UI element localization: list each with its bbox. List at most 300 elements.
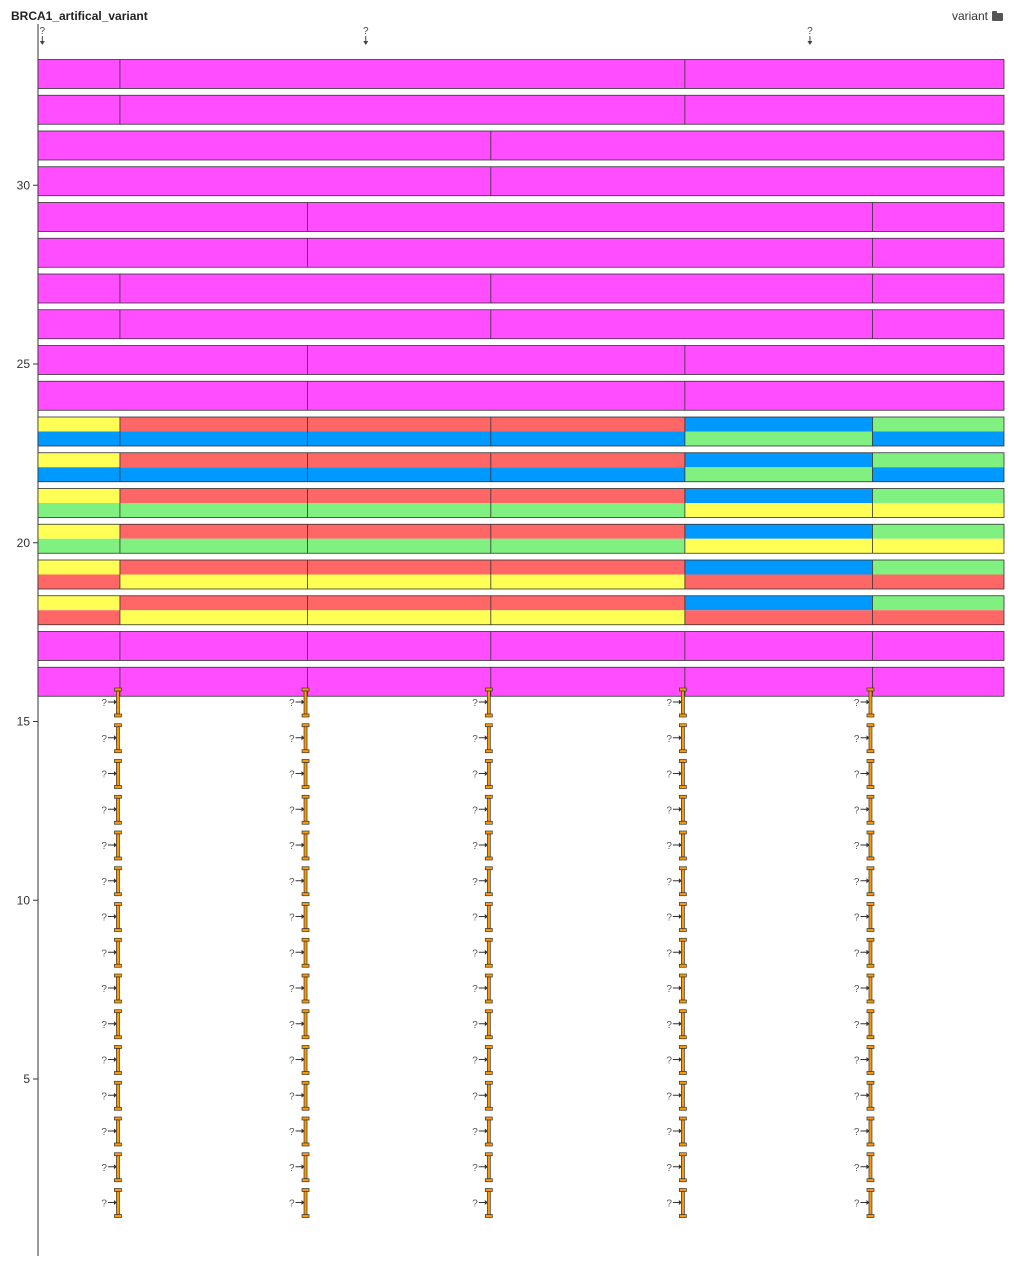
allele-bottom-red[interactable] — [38, 575, 120, 590]
allele-bottom-yellow[interactable] — [872, 539, 1004, 554]
allele-bottom-blue[interactable] — [38, 432, 120, 447]
allele-bottom-blue[interactable] — [308, 432, 491, 447]
ibeam-top[interactable] — [114, 688, 121, 691]
ibeam-stem[interactable] — [681, 1049, 684, 1072]
allele-top-red[interactable] — [491, 453, 685, 468]
allele-top-blue[interactable] — [685, 453, 873, 468]
allele-top-red[interactable] — [120, 596, 308, 611]
ibeam-bottom[interactable] — [114, 1215, 121, 1218]
ibeam-bottom[interactable] — [485, 786, 492, 789]
allele-bottom-yellow[interactable] — [872, 503, 1004, 518]
ibeam-top[interactable] — [485, 974, 492, 977]
ibeam-stem[interactable] — [116, 1192, 119, 1215]
ibeam-top[interactable] — [485, 867, 492, 870]
ibeam-stem[interactable] — [681, 834, 684, 857]
allele-bottom-green[interactable] — [685, 432, 873, 447]
ibeam-stem[interactable] — [869, 1120, 872, 1143]
ibeam-top[interactable] — [867, 1189, 874, 1192]
magenta-haplotype-bar[interactable] — [38, 381, 1004, 410]
ibeam-stem[interactable] — [487, 1084, 490, 1107]
allele-top-red[interactable] — [120, 524, 308, 539]
ibeam-top[interactable] — [867, 1081, 874, 1084]
ibeam-bottom[interactable] — [114, 750, 121, 753]
allele-bottom-blue[interactable] — [491, 467, 685, 482]
ibeam-stem[interactable] — [116, 906, 119, 929]
allele-bottom-green[interactable] — [685, 467, 873, 482]
ibeam-stem[interactable] — [681, 1192, 684, 1215]
ibeam-top[interactable] — [302, 760, 309, 763]
magenta-haplotype-bar[interactable] — [38, 238, 1004, 267]
allele-top-yellow[interactable] — [38, 489, 120, 504]
ibeam-top[interactable] — [485, 938, 492, 941]
ibeam-top[interactable] — [302, 1153, 309, 1156]
ibeam-stem[interactable] — [116, 834, 119, 857]
ibeam-stem[interactable] — [869, 763, 872, 786]
ibeam-stem[interactable] — [681, 1084, 684, 1107]
ibeam-top[interactable] — [485, 1153, 492, 1156]
ibeam-stem[interactable] — [304, 870, 307, 893]
ibeam-stem[interactable] — [869, 798, 872, 821]
ibeam-top[interactable] — [485, 831, 492, 834]
ibeam-bottom[interactable] — [679, 929, 686, 932]
ibeam-top[interactable] — [485, 795, 492, 798]
allele-top-green[interactable] — [872, 596, 1004, 611]
allele-bottom-green[interactable] — [38, 539, 120, 554]
ibeam-stem[interactable] — [681, 763, 684, 786]
allele-bottom-red[interactable] — [685, 610, 873, 625]
allele-bottom-blue[interactable] — [120, 467, 308, 482]
ibeam-stem[interactable] — [304, 906, 307, 929]
ibeam-top[interactable] — [114, 1010, 121, 1013]
ibeam-bottom[interactable] — [114, 1072, 121, 1075]
allele-bottom-green[interactable] — [308, 539, 491, 554]
ibeam-top[interactable] — [302, 724, 309, 727]
ibeam-bottom[interactable] — [867, 1143, 874, 1146]
ibeam-top[interactable] — [114, 795, 121, 798]
ibeam-bottom[interactable] — [485, 1036, 492, 1039]
ibeam-bottom[interactable] — [485, 1143, 492, 1146]
ibeam-stem[interactable] — [487, 941, 490, 964]
ibeam-bottom[interactable] — [485, 893, 492, 896]
ibeam-top[interactable] — [485, 1081, 492, 1084]
ibeam-top[interactable] — [867, 1010, 874, 1013]
ibeam-top[interactable] — [302, 688, 309, 691]
ibeam-stem[interactable] — [304, 691, 307, 714]
ibeam-stem[interactable] — [487, 1120, 490, 1143]
ibeam-bottom[interactable] — [679, 750, 686, 753]
ibeam-stem[interactable] — [304, 763, 307, 786]
ibeam-bottom[interactable] — [485, 750, 492, 753]
allele-top-yellow[interactable] — [38, 596, 120, 611]
allele-bottom-green[interactable] — [120, 503, 308, 518]
ibeam-top[interactable] — [679, 760, 686, 763]
allele-bottom-red[interactable] — [872, 575, 1004, 590]
ibeam-top[interactable] — [867, 1153, 874, 1156]
ibeam-bottom[interactable] — [679, 1107, 686, 1110]
ibeam-bottom[interactable] — [302, 964, 309, 967]
ibeam-bottom[interactable] — [485, 1215, 492, 1218]
ibeam-top[interactable] — [679, 867, 686, 870]
ibeam-bottom[interactable] — [867, 821, 874, 824]
allele-top-red[interactable] — [120, 560, 308, 575]
ibeam-top[interactable] — [302, 1117, 309, 1120]
ibeam-bottom[interactable] — [302, 1179, 309, 1182]
ibeam-bottom[interactable] — [679, 1036, 686, 1039]
allele-bottom-blue[interactable] — [120, 432, 308, 447]
ibeam-stem[interactable] — [487, 1156, 490, 1179]
ibeam-bottom[interactable] — [302, 929, 309, 932]
ibeam-bottom[interactable] — [679, 714, 686, 717]
allele-bottom-green[interactable] — [38, 503, 120, 518]
ibeam-bottom[interactable] — [302, 1036, 309, 1039]
allele-top-red[interactable] — [120, 489, 308, 504]
ibeam-top[interactable] — [679, 1117, 686, 1120]
magenta-haplotype-bar[interactable] — [38, 203, 1004, 232]
magenta-haplotype-bar[interactable] — [38, 60, 1004, 89]
ibeam-top[interactable] — [114, 974, 121, 977]
ibeam-top[interactable] — [867, 974, 874, 977]
ibeam-top[interactable] — [302, 903, 309, 906]
ibeam-stem[interactable] — [304, 727, 307, 750]
allele-top-red[interactable] — [491, 524, 685, 539]
allele-top-red[interactable] — [491, 596, 685, 611]
ibeam-bottom[interactable] — [302, 786, 309, 789]
ibeam-top[interactable] — [114, 831, 121, 834]
ibeam-bottom[interactable] — [867, 1107, 874, 1110]
ibeam-stem[interactable] — [869, 691, 872, 714]
ibeam-stem[interactable] — [304, 1084, 307, 1107]
allele-top-red[interactable] — [308, 524, 491, 539]
magenta-haplotype-bar[interactable] — [38, 274, 1004, 303]
ibeam-stem[interactable] — [681, 1156, 684, 1179]
ibeam-stem[interactable] — [116, 1049, 119, 1072]
ibeam-top[interactable] — [679, 795, 686, 798]
magenta-haplotype-bar[interactable] — [38, 667, 1004, 696]
ibeam-stem[interactable] — [681, 691, 684, 714]
ibeam-top[interactable] — [679, 1046, 686, 1049]
ibeam-top[interactable] — [679, 688, 686, 691]
ibeam-top[interactable] — [485, 1010, 492, 1013]
allele-bottom-green[interactable] — [308, 503, 491, 518]
ibeam-top[interactable] — [679, 974, 686, 977]
allele-top-red[interactable] — [308, 560, 491, 575]
ibeam-bottom[interactable] — [114, 857, 121, 860]
ibeam-stem[interactable] — [869, 1084, 872, 1107]
allele-bottom-green[interactable] — [491, 539, 685, 554]
ibeam-top[interactable] — [114, 867, 121, 870]
ibeam-top[interactable] — [867, 724, 874, 727]
allele-bottom-yellow[interactable] — [685, 503, 873, 518]
allele-top-green[interactable] — [872, 524, 1004, 539]
allele-bottom-blue[interactable] — [872, 467, 1004, 482]
ibeam-top[interactable] — [302, 938, 309, 941]
ibeam-top[interactable] — [867, 760, 874, 763]
ibeam-stem[interactable] — [681, 727, 684, 750]
magenta-haplotype-bar[interactable] — [38, 346, 1004, 375]
ibeam-bottom[interactable] — [867, 857, 874, 860]
ibeam-stem[interactable] — [681, 941, 684, 964]
ibeam-top[interactable] — [114, 760, 121, 763]
allele-top-red[interactable] — [308, 417, 491, 432]
ibeam-bottom[interactable] — [485, 929, 492, 932]
ibeam-stem[interactable] — [487, 1192, 490, 1215]
ibeam-stem[interactable] — [487, 1013, 490, 1036]
allele-top-green[interactable] — [872, 489, 1004, 504]
ibeam-stem[interactable] — [681, 1120, 684, 1143]
allele-bottom-red[interactable] — [685, 575, 873, 590]
ibeam-top[interactable] — [679, 938, 686, 941]
ibeam-bottom[interactable] — [485, 1179, 492, 1182]
allele-bottom-yellow[interactable] — [308, 575, 491, 590]
ibeam-top[interactable] — [302, 974, 309, 977]
ibeam-bottom[interactable] — [302, 1107, 309, 1110]
ibeam-stem[interactable] — [487, 834, 490, 857]
allele-bottom-blue[interactable] — [38, 467, 120, 482]
ibeam-stem[interactable] — [681, 906, 684, 929]
ibeam-stem[interactable] — [681, 798, 684, 821]
allele-bottom-yellow[interactable] — [120, 575, 308, 590]
allele-bottom-red[interactable] — [872, 610, 1004, 625]
ibeam-stem[interactable] — [869, 977, 872, 1000]
ibeam-top[interactable] — [114, 1117, 121, 1120]
ibeam-bottom[interactable] — [679, 1179, 686, 1182]
ibeam-stem[interactable] — [304, 1120, 307, 1143]
ibeam-top[interactable] — [302, 831, 309, 834]
ibeam-stem[interactable] — [116, 727, 119, 750]
allele-bottom-yellow[interactable] — [308, 610, 491, 625]
ibeam-bottom[interactable] — [867, 1179, 874, 1182]
ibeam-bottom[interactable] — [679, 1000, 686, 1003]
allele-top-red[interactable] — [308, 489, 491, 504]
allele-bottom-green[interactable] — [491, 503, 685, 518]
ibeam-top[interactable] — [679, 1081, 686, 1084]
ibeam-top[interactable] — [679, 724, 686, 727]
ibeam-top[interactable] — [485, 760, 492, 763]
ibeam-top[interactable] — [867, 938, 874, 941]
ibeam-stem[interactable] — [304, 1156, 307, 1179]
ibeam-top[interactable] — [302, 867, 309, 870]
ibeam-top[interactable] — [867, 903, 874, 906]
ibeam-bottom[interactable] — [679, 964, 686, 967]
ibeam-top[interactable] — [302, 1189, 309, 1192]
allele-top-green[interactable] — [872, 453, 1004, 468]
ibeam-stem[interactable] — [116, 1120, 119, 1143]
magenta-haplotype-bar[interactable] — [38, 167, 1004, 196]
allele-bottom-yellow[interactable] — [120, 610, 308, 625]
ibeam-bottom[interactable] — [114, 929, 121, 932]
allele-top-blue[interactable] — [685, 596, 873, 611]
allele-bottom-blue[interactable] — [872, 432, 1004, 447]
magenta-haplotype-bar[interactable] — [38, 131, 1004, 160]
allele-bottom-yellow[interactable] — [685, 539, 873, 554]
ibeam-top[interactable] — [302, 1046, 309, 1049]
allele-top-yellow[interactable] — [38, 453, 120, 468]
ibeam-bottom[interactable] — [302, 1072, 309, 1075]
ibeam-stem[interactable] — [116, 941, 119, 964]
ibeam-top[interactable] — [485, 903, 492, 906]
ibeam-bottom[interactable] — [302, 893, 309, 896]
ibeam-stem[interactable] — [116, 798, 119, 821]
allele-top-green[interactable] — [872, 417, 1004, 432]
ibeam-stem[interactable] — [304, 941, 307, 964]
ibeam-top[interactable] — [485, 1046, 492, 1049]
ibeam-stem[interactable] — [869, 834, 872, 857]
ibeam-bottom[interactable] — [867, 1215, 874, 1218]
allele-top-yellow[interactable] — [38, 524, 120, 539]
ibeam-stem[interactable] — [116, 977, 119, 1000]
ibeam-bottom[interactable] — [679, 1072, 686, 1075]
ibeam-top[interactable] — [485, 1189, 492, 1192]
ibeam-bottom[interactable] — [867, 893, 874, 896]
ibeam-stem[interactable] — [487, 798, 490, 821]
ibeam-bottom[interactable] — [679, 857, 686, 860]
ibeam-bottom[interactable] — [302, 1143, 309, 1146]
ibeam-bottom[interactable] — [679, 1215, 686, 1218]
ibeam-top[interactable] — [485, 724, 492, 727]
ibeam-stem[interactable] — [681, 870, 684, 893]
ibeam-top[interactable] — [679, 903, 686, 906]
allele-top-red[interactable] — [120, 417, 308, 432]
ibeam-bottom[interactable] — [679, 893, 686, 896]
ibeam-stem[interactable] — [681, 977, 684, 1000]
ibeam-bottom[interactable] — [302, 1215, 309, 1218]
magenta-haplotype-bar[interactable] — [38, 95, 1004, 124]
ibeam-top[interactable] — [679, 1153, 686, 1156]
ibeam-bottom[interactable] — [114, 714, 121, 717]
ibeam-bottom[interactable] — [302, 750, 309, 753]
allele-top-blue[interactable] — [685, 560, 873, 575]
allele-top-red[interactable] — [308, 596, 491, 611]
ibeam-stem[interactable] — [116, 870, 119, 893]
ibeam-stem[interactable] — [116, 1013, 119, 1036]
ibeam-bottom[interactable] — [867, 1072, 874, 1075]
ibeam-stem[interactable] — [487, 1049, 490, 1072]
ibeam-top[interactable] — [679, 1010, 686, 1013]
allele-top-red[interactable] — [491, 560, 685, 575]
ibeam-bottom[interactable] — [485, 821, 492, 824]
ibeam-bottom[interactable] — [302, 1000, 309, 1003]
magenta-haplotype-bar[interactable] — [38, 310, 1004, 339]
ibeam-bottom[interactable] — [867, 714, 874, 717]
ibeam-bottom[interactable] — [114, 1179, 121, 1182]
ibeam-stem[interactable] — [869, 727, 872, 750]
ibeam-stem[interactable] — [681, 1013, 684, 1036]
ibeam-stem[interactable] — [304, 977, 307, 1000]
allele-top-blue[interactable] — [685, 417, 873, 432]
ibeam-bottom[interactable] — [485, 857, 492, 860]
ibeam-top[interactable] — [114, 724, 121, 727]
ibeam-top[interactable] — [867, 867, 874, 870]
ibeam-stem[interactable] — [304, 1049, 307, 1072]
ibeam-bottom[interactable] — [867, 786, 874, 789]
ibeam-top[interactable] — [114, 1153, 121, 1156]
ibeam-top[interactable] — [867, 831, 874, 834]
ibeam-bottom[interactable] — [114, 1143, 121, 1146]
ibeam-stem[interactable] — [304, 1192, 307, 1215]
allele-top-red[interactable] — [120, 453, 308, 468]
ibeam-top[interactable] — [485, 1117, 492, 1120]
ibeam-top[interactable] — [485, 688, 492, 691]
ibeam-bottom[interactable] — [867, 750, 874, 753]
allele-top-red[interactable] — [491, 417, 685, 432]
ibeam-top[interactable] — [114, 938, 121, 941]
ibeam-stem[interactable] — [487, 870, 490, 893]
ibeam-top[interactable] — [867, 1117, 874, 1120]
ibeam-bottom[interactable] — [114, 1107, 121, 1110]
ibeam-stem[interactable] — [487, 977, 490, 1000]
ibeam-top[interactable] — [114, 903, 121, 906]
ibeam-stem[interactable] — [869, 1049, 872, 1072]
allele-bottom-yellow[interactable] — [491, 610, 685, 625]
ibeam-top[interactable] — [114, 1189, 121, 1192]
ibeam-stem[interactable] — [304, 834, 307, 857]
ibeam-bottom[interactable] — [867, 929, 874, 932]
ibeam-bottom[interactable] — [867, 1036, 874, 1039]
ibeam-bottom[interactable] — [867, 964, 874, 967]
ibeam-bottom[interactable] — [114, 964, 121, 967]
ibeam-stem[interactable] — [116, 1084, 119, 1107]
ibeam-bottom[interactable] — [485, 964, 492, 967]
allele-top-red[interactable] — [491, 489, 685, 504]
ibeam-bottom[interactable] — [114, 786, 121, 789]
ibeam-stem[interactable] — [487, 763, 490, 786]
ibeam-top[interactable] — [302, 1010, 309, 1013]
allele-bottom-yellow[interactable] — [491, 575, 685, 590]
ibeam-stem[interactable] — [869, 941, 872, 964]
ibeam-bottom[interactable] — [485, 1072, 492, 1075]
ibeam-bottom[interactable] — [485, 714, 492, 717]
ibeam-bottom[interactable] — [114, 821, 121, 824]
allele-top-green[interactable] — [872, 560, 1004, 575]
ibeam-stem[interactable] — [116, 691, 119, 714]
allele-bottom-blue[interactable] — [491, 432, 685, 447]
ibeam-top[interactable] — [867, 688, 874, 691]
ibeam-stem[interactable] — [116, 763, 119, 786]
ibeam-bottom[interactable] — [485, 1000, 492, 1003]
allele-top-yellow[interactable] — [38, 560, 120, 575]
ibeam-top[interactable] — [867, 1046, 874, 1049]
allele-top-blue[interactable] — [685, 489, 873, 504]
allele-bottom-green[interactable] — [120, 539, 308, 554]
ibeam-stem[interactable] — [487, 727, 490, 750]
ibeam-stem[interactable] — [116, 1156, 119, 1179]
allele-top-yellow[interactable] — [38, 417, 120, 432]
allele-top-red[interactable] — [308, 453, 491, 468]
allele-bottom-blue[interactable] — [308, 467, 491, 482]
ibeam-top[interactable] — [867, 795, 874, 798]
ibeam-bottom[interactable] — [114, 893, 121, 896]
ibeam-stem[interactable] — [869, 1013, 872, 1036]
ibeam-top[interactable] — [679, 831, 686, 834]
ibeam-stem[interactable] — [869, 870, 872, 893]
ibeam-bottom[interactable] — [867, 1000, 874, 1003]
ibeam-bottom[interactable] — [485, 1107, 492, 1110]
ibeam-bottom[interactable] — [679, 786, 686, 789]
ibeam-stem[interactable] — [304, 1013, 307, 1036]
ibeam-top[interactable] — [302, 795, 309, 798]
ibeam-bottom[interactable] — [302, 714, 309, 717]
ibeam-top[interactable] — [679, 1189, 686, 1192]
ibeam-stem[interactable] — [869, 906, 872, 929]
allele-bottom-red[interactable] — [38, 610, 120, 625]
ibeam-stem[interactable] — [869, 1192, 872, 1215]
ibeam-top[interactable] — [114, 1081, 121, 1084]
ibeam-stem[interactable] — [487, 691, 490, 714]
ibeam-stem[interactable] — [487, 906, 490, 929]
ibeam-bottom[interactable] — [114, 1000, 121, 1003]
magenta-haplotype-bar[interactable] — [38, 632, 1004, 661]
ibeam-stem[interactable] — [869, 1156, 872, 1179]
